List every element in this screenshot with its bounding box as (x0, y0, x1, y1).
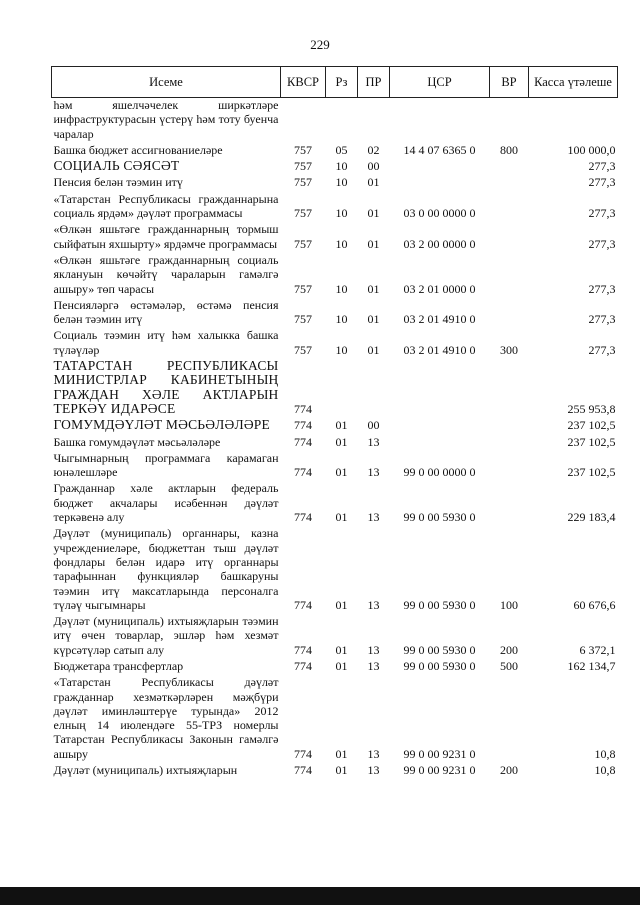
cell-kvsr (281, 98, 326, 141)
cell-name: Чыгымнарның программага карамаган юнәлешләре (53, 450, 279, 480)
cell-kvsr: 774 (294, 642, 312, 657)
cell-name: һәм яшелчәчелек ширкәтләре инфраструктурасын үстерү һәм тоту буенча чаралар (53, 98, 279, 141)
header-kvsr: КВСР (281, 67, 326, 98)
table-row (52, 416, 618, 432)
cell-vr (490, 479, 529, 524)
cell-rz: 10 (335, 206, 348, 221)
cell-rz: 01 (335, 418, 348, 433)
cell-kvsr: 774 (294, 746, 312, 761)
cell-kvsr: 774 (294, 434, 312, 449)
cell-vr (490, 190, 529, 221)
table-row (52, 157, 618, 173)
header-kassa: Касса үтәлеше (529, 67, 618, 98)
header-pr: ПР (358, 67, 390, 98)
cell-csr: 03 2 01 4910 0 (403, 342, 476, 357)
header-csr: ЦСР (390, 67, 490, 98)
cell-rz: 01 (335, 510, 348, 525)
header-vr: ВР (490, 67, 529, 98)
table-row (52, 98, 618, 141)
cell-csr: 99 0 00 5930 0 (403, 510, 476, 525)
table-row (52, 479, 618, 524)
cell-pr: 13 (367, 597, 380, 612)
cell-name: Дәүләт (муниципаль) ихтыяҗларын (53, 763, 238, 778)
cell-rz: 05 (335, 142, 348, 157)
cell-csr (390, 157, 490, 173)
cell-kvsr: 774 (294, 401, 312, 416)
table-row (52, 761, 618, 777)
cell-amount: 237 102,5 (567, 418, 616, 433)
cell-amount: 10,8 (594, 763, 616, 778)
table-body (52, 98, 618, 778)
cell-rz: 01 (335, 642, 348, 657)
cell-pr: 13 (367, 642, 380, 657)
cell-name: «Өлкән яшьтәге гражданнарның социаль яклануын көчәйтү чараларын гамәлгә ашыру» төп чарасы (53, 252, 279, 296)
cell-pr: 13 (367, 510, 380, 525)
scan-bottom-edge (0, 887, 640, 905)
cell-amount: 10,8 (594, 746, 616, 761)
cell-rz (326, 98, 358, 141)
cell-rz: 10 (335, 159, 348, 174)
cell-amount: 277,3 (588, 175, 616, 190)
cell-pr: 00 (367, 159, 380, 174)
cell-amount: 237 102,5 (567, 465, 616, 480)
cell-amount (529, 98, 618, 141)
cell-csr: 03 0 00 0000 0 (403, 206, 476, 221)
cell-vr (490, 449, 529, 480)
cell-name: Гражданнар хәле актларын федераль бюджет акчалары исәбеннән дәүләт теркәвенә алу (53, 481, 279, 525)
header-name: Исеме (52, 67, 281, 98)
cell-kvsr: 757 (294, 206, 312, 221)
cell-csr: 03 2 01 4910 0 (403, 312, 476, 327)
cell-name: Пенсияләргә өстәмәләр, өстәмә пенсия белән тәэмин итү (53, 297, 279, 327)
table-row (52, 220, 618, 251)
page-number: 229 (310, 37, 330, 52)
cell-kvsr: 757 (294, 236, 312, 251)
cell-rz: 10 (335, 312, 348, 327)
cell-amount: 255 953,8 (567, 401, 616, 416)
cell-amount: 100 000,0 (567, 142, 616, 157)
cell-amount: 229 183,4 (567, 510, 616, 525)
cell-kvsr: 774 (294, 510, 312, 525)
cell-pr: 13 (367, 746, 380, 761)
cell-vr (490, 251, 529, 296)
cell-pr: 00 (367, 418, 380, 433)
cell-pr (358, 98, 390, 141)
cell-pr: 13 (367, 658, 380, 673)
cell-csr (390, 416, 490, 432)
cell-amount: 277,3 (588, 206, 616, 221)
cell-csr: 14 4 07 6365 0 (403, 142, 476, 157)
cell-rz: 01 (335, 658, 348, 673)
table-row (52, 612, 618, 657)
table-row (52, 296, 618, 327)
budget-table (51, 66, 618, 777)
cell-name: СОЦИАЛЬ СӘЯСӘТ (53, 158, 180, 174)
cell-csr: 99 0 00 0000 0 (403, 465, 476, 480)
cell-rz: 10 (335, 236, 348, 251)
cell-vr (490, 173, 529, 189)
cell-kvsr: 774 (294, 658, 312, 673)
cell-vr: 200 (500, 763, 518, 778)
cell-name: Дәүләт (муниципаль) ихтыяҗларын тәэмин итү өчен товарлар, эшләр һәм хезмәт күрсәтүләр сатып алу (53, 614, 279, 657)
cell-name: Башка бюджет ассигнованиеләре (53, 142, 223, 157)
table-row (52, 326, 618, 357)
cell-csr: 03 2 00 0000 0 (403, 236, 476, 251)
cell-name: «Татарстан Республикасы гражданнарына социаль ярдәм» дәүләт программасы (53, 191, 279, 221)
cell-name: Бюджетара трансфертлар (53, 658, 184, 673)
cell-name: «Татарстан Республикасы дәүләт гражданнар хезмәткәрләрен мәҗбүри дәүләт иминләштерүе турында» 2012 елның 14 июлендәге 55-ТРЗ номерлы Татарстан Республикасы Законын гамәлгә ашыру (53, 675, 279, 761)
cell-csr (390, 173, 490, 189)
cell-amount: 277,3 (588, 159, 616, 174)
cell-vr (490, 296, 529, 327)
cell-name: Пенсия белән тәэмин итү (53, 175, 183, 190)
cell-vr (490, 673, 529, 761)
table-row (52, 449, 618, 480)
table-row (52, 673, 618, 761)
cell-pr: 01 (367, 236, 380, 251)
cell-name: «Өлкән яшьтәге гражданнарның тормыш сыйфатын яхшырту» ярдәмче программасы (53, 222, 279, 251)
table-row (52, 141, 618, 157)
cell-csr (390, 433, 490, 449)
cell-pr: 13 (367, 434, 380, 449)
table-row (52, 433, 618, 449)
cell-amount: 277,3 (588, 281, 616, 296)
cell-amount: 277,3 (588, 312, 616, 327)
cell-pr: 02 (367, 142, 380, 157)
cell-kvsr: 757 (294, 281, 312, 296)
cell-name: Дәүләт (муниципаль) органнары, казна учреждениеләре, бюджеттан тыш дәүләт фондлары белән идарә итү органнары тарафыннан функцияләр башкаруны тәэмин итү максатларында персоналга түләү чыгымнары (53, 526, 279, 612)
cell-vr (490, 416, 529, 432)
cell-amount: 277,3 (588, 236, 616, 251)
cell-csr (390, 98, 490, 141)
cell-pr (358, 357, 390, 416)
cell-rz: 10 (335, 281, 348, 296)
cell-pr: 01 (367, 281, 380, 296)
cell-name: Башка гомумдәүләт мәсьәләләре (53, 434, 221, 449)
cell-kvsr: 757 (294, 312, 312, 327)
cell-pr: 01 (367, 206, 380, 221)
cell-kvsr: 774 (294, 418, 312, 433)
cell-amount: 6 372,1 (579, 642, 616, 657)
cell-kvsr: 757 (294, 159, 312, 174)
cell-vr: 100 (500, 597, 518, 612)
cell-pr: 01 (367, 342, 380, 357)
cell-rz: 10 (335, 175, 348, 190)
cell-rz (326, 357, 358, 416)
cell-name: ГОМУМДӘҮЛӘТ МӘСЬӘЛӘЛӘРЕ (53, 417, 270, 433)
cell-vr: 500 (500, 658, 518, 673)
cell-amount: 60 676,6 (573, 597, 616, 612)
cell-csr: 99 0 00 9231 0 (403, 746, 476, 761)
table-row (52, 657, 618, 673)
cell-vr: 200 (500, 642, 518, 657)
cell-vr (490, 157, 529, 173)
cell-vr: 800 (500, 142, 518, 157)
cell-rz: 01 (335, 434, 348, 449)
cell-kvsr: 757 (294, 175, 312, 190)
cell-kvsr: 757 (294, 142, 312, 157)
cell-kvsr: 774 (294, 465, 312, 480)
cell-vr: 300 (500, 342, 518, 357)
cell-csr: 03 2 01 0000 0 (403, 281, 476, 296)
cell-amount: 237 102,5 (567, 434, 616, 449)
cell-csr: 99 0 00 5930 0 (403, 597, 476, 612)
cell-pr: 01 (367, 312, 380, 327)
cell-csr: 99 0 00 5930 0 (403, 658, 476, 673)
table-row (52, 190, 618, 221)
cell-vr (490, 220, 529, 251)
cell-name: Социаль тәэмин итү һәм халыкка башка түләүләр (53, 328, 279, 357)
table-row (52, 173, 618, 189)
cell-vr (490, 98, 529, 141)
cell-pr: 01 (367, 175, 380, 190)
cell-vr (490, 433, 529, 449)
table-row (52, 251, 618, 296)
cell-pr: 13 (367, 763, 380, 778)
cell-rz: 01 (335, 746, 348, 761)
table-row (52, 524, 618, 612)
cell-csr (390, 357, 490, 416)
cell-rz: 01 (335, 763, 348, 778)
header-rz: Рз (326, 67, 358, 98)
cell-rz: 01 (335, 597, 348, 612)
cell-amount: 162 134,7 (567, 658, 616, 673)
cell-rz: 01 (335, 465, 348, 480)
cell-name: ТАТАРСТАН РЕСПУБЛИКАСЫ МИНИСТРЛАР КАБИНЕТЫНЫҢ ГРАЖДАН ХӘЛЕ АКТЛАРЫН ТЕРКӘҮ ИДАРӘСЕ (53, 358, 279, 416)
table-row (52, 357, 618, 416)
table-header-row (52, 67, 618, 98)
cell-rz: 10 (335, 342, 348, 357)
cell-kvsr: 774 (294, 597, 312, 612)
cell-kvsr: 774 (294, 763, 312, 778)
cell-amount: 277,3 (588, 342, 616, 357)
cell-csr: 99 0 00 9231 0 (403, 763, 476, 778)
cell-pr: 13 (367, 465, 380, 480)
cell-csr: 99 0 00 5930 0 (403, 642, 476, 657)
cell-vr (490, 357, 529, 416)
cell-kvsr: 757 (294, 342, 312, 357)
